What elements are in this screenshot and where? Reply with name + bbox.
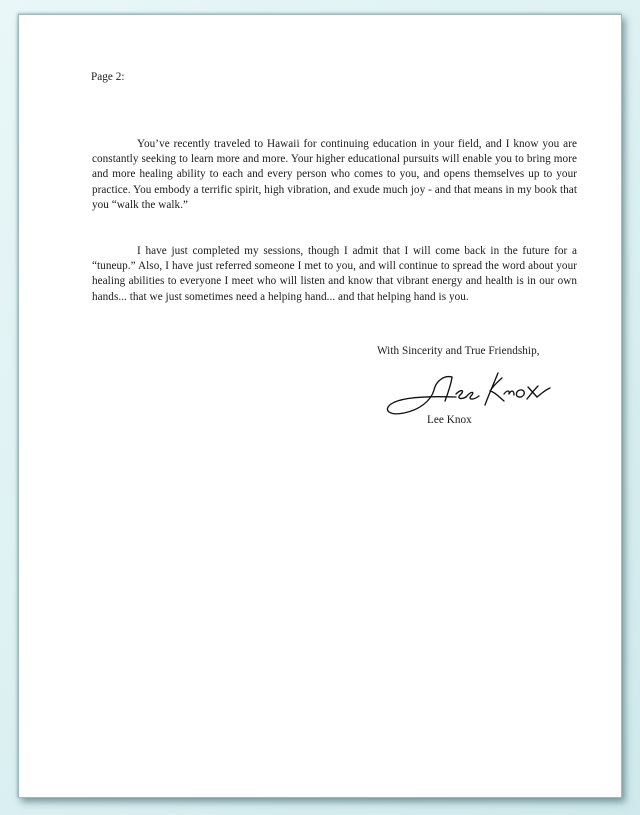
closing-line: With Sincerity and True Friendship, bbox=[377, 345, 540, 357]
letter-page bbox=[18, 14, 622, 798]
page-label: Page 2: bbox=[91, 71, 125, 83]
signer-name: Lee Knox bbox=[427, 414, 472, 426]
letter-paragraph-1: You’ve recently traveled to Hawaii for continuing education in your field, and I know you are constantly seeking to learn more and more. Your higher educational pursuits will enable you to bring more and more healing ability to each and every person who comes to you, and opens themselves up to your practice. You embody a terrific spirit, high vibration, and exude much joy - and that means in my book that you “walk the walk.” bbox=[92, 138, 577, 211]
letter-paragraph-2: I have just completed my sessions, though I admit that I will come back in the future for a “tuneup.” Also, I have just referred someone I met to you, and will continue to spread the word about your healing abilities to everyone I meet who will listen and know that vibrant energy and health is in our own hands... that we just sometimes need a helping hand... and that helping hand is you. bbox=[92, 245, 577, 303]
